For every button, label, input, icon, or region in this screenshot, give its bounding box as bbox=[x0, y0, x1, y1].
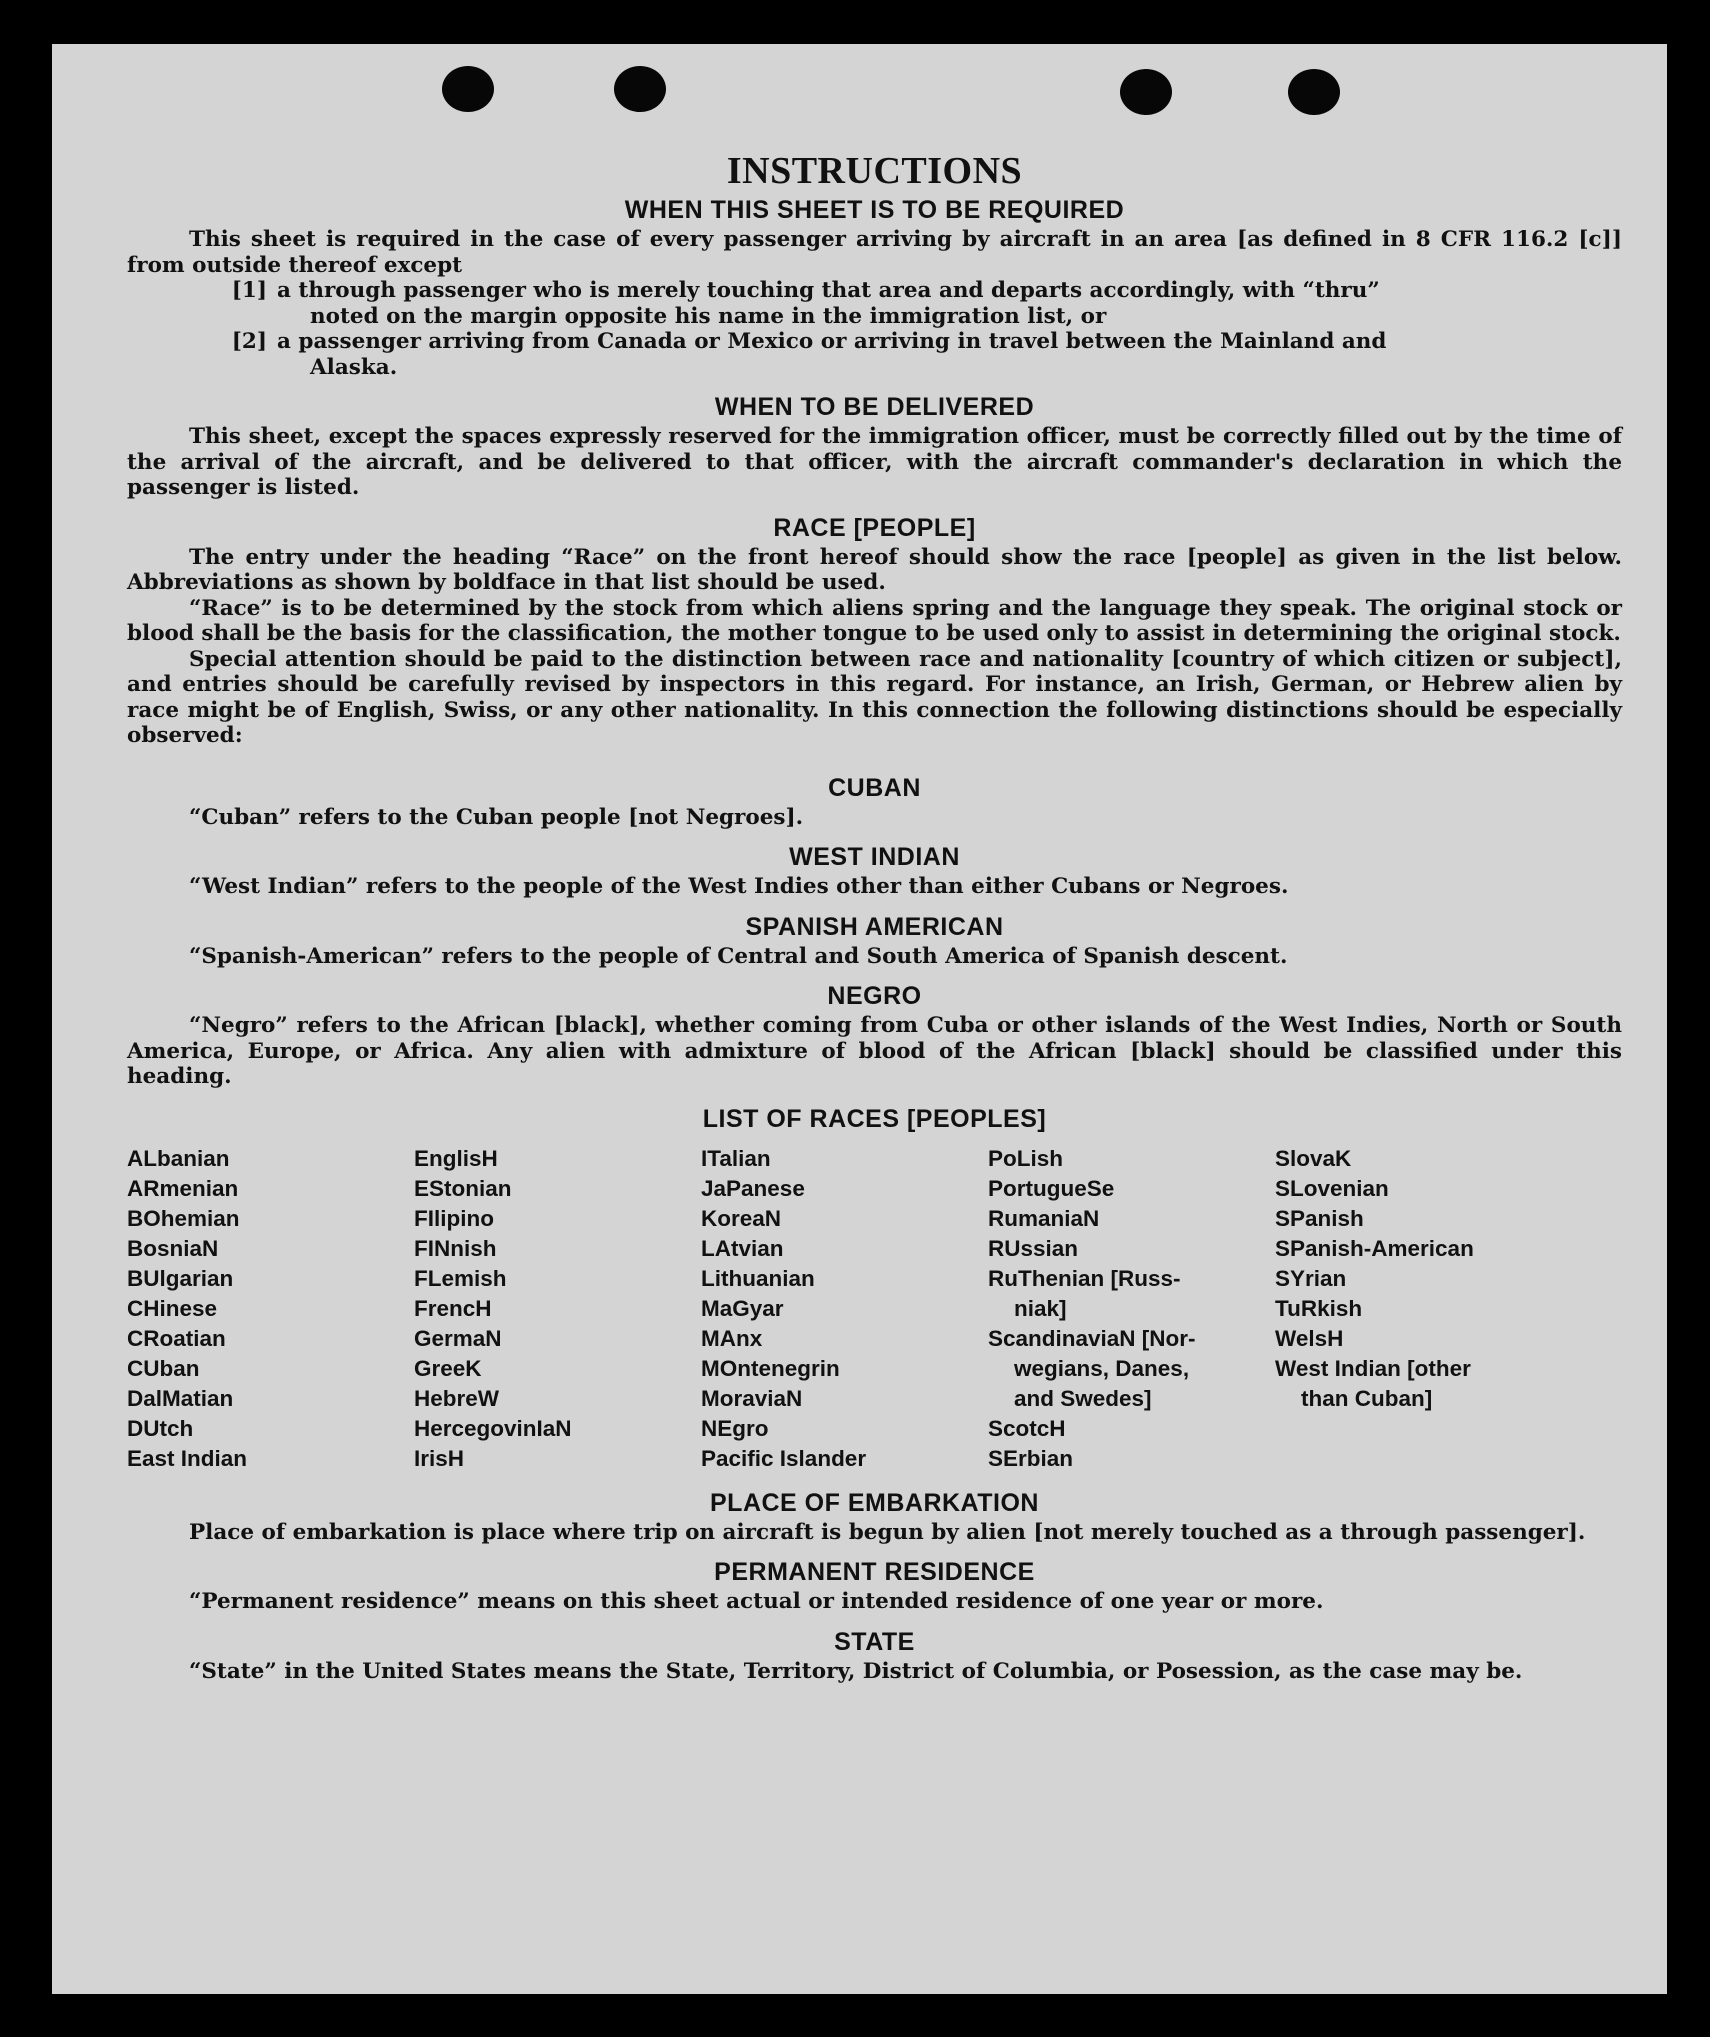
clause-text-continuation: noted on the margin opposite his name in the immigration list, or bbox=[310, 303, 1107, 329]
punch-hole bbox=[1120, 69, 1172, 115]
race-item: SErbian bbox=[988, 1445, 1074, 1471]
section-negro bbox=[127, 979, 1622, 1090]
section-heading: CUBAN bbox=[828, 773, 921, 802]
section-west-indian bbox=[127, 840, 1622, 900]
race-item: ARmenian bbox=[127, 1175, 239, 1201]
race-item: SYrian bbox=[1275, 1265, 1347, 1291]
race-item: EStonian bbox=[414, 1175, 512, 1201]
race-item: SPanish bbox=[1275, 1205, 1364, 1231]
instructions-content bbox=[127, 149, 1622, 1684]
race-item: FrencH bbox=[414, 1295, 492, 1321]
races-column bbox=[127, 1144, 414, 1474]
section-heading: STATE bbox=[834, 1627, 915, 1656]
race-item: HercegovinIaN bbox=[414, 1415, 572, 1441]
clause-text-line: a passenger arriving from Canada or Mexico or arriving in travel between the Mainland and bbox=[277, 329, 1387, 354]
race-item: WelsH bbox=[1275, 1325, 1344, 1351]
race-item: LAtvian bbox=[701, 1235, 784, 1261]
race-item: DalMatian bbox=[127, 1385, 234, 1411]
clause-item bbox=[127, 278, 1622, 329]
race-item: FIlipino bbox=[414, 1205, 494, 1231]
section-heading: LIST OF RACES [PEOPLES] bbox=[702, 1104, 1047, 1133]
races-column bbox=[988, 1144, 1275, 1474]
section-text: Place of embarkation is place where trip on aircraft is begun by alien [not merely touched as a through passenger]. bbox=[189, 1519, 1586, 1545]
section-permanent-residence bbox=[127, 1555, 1622, 1615]
section-text: “Negro” refers to the African [black], whether coming from Cuba or other islands of the West Indies, North or South America, Europe, or Africa. Any alien with admixture of blood of the African [black] should be classified under this heading. bbox=[127, 1013, 1622, 1089]
race-item: MAnx bbox=[701, 1325, 763, 1351]
section-embarkation bbox=[127, 1486, 1622, 1546]
section-text: “Permanent residence” means on this sheet actual or intended residence of one year or more. bbox=[189, 1589, 1324, 1614]
document-sheet bbox=[52, 44, 1667, 1994]
clause-number: [2] bbox=[231, 329, 267, 354]
clause-number: [1] bbox=[231, 278, 267, 303]
race-item: RumaniaN bbox=[988, 1205, 1100, 1231]
section-paragraph: The entry under the heading “Race” on the front hereof should show the race [people] as given in the list below. Abbreviations as shown by boldface in that list should be used. bbox=[127, 544, 1622, 595]
section-text: “Spanish-American” refers to the people of Central and South America of Spanish descent. bbox=[189, 943, 1288, 969]
section-heading: SPANISH AMERICAN bbox=[745, 912, 1004, 941]
punch-hole bbox=[1288, 69, 1340, 115]
race-item-line: West Indian [other bbox=[1275, 1355, 1471, 1381]
race-item bbox=[988, 1264, 1275, 1324]
section-paragraph: Special attention should be paid to the distinction between race and nationality [country of which citizen or subject], and entries should be carefully revised by inspectors in this regard. For instance, an Irish, German, or Hebrew alien by race might be of English, Swiss, or any other nationality. In this connection the following distinctions should be especially observed: bbox=[127, 646, 1622, 748]
race-item: East Indian bbox=[127, 1445, 248, 1471]
race-item: Pacific Islander bbox=[701, 1445, 867, 1471]
race-item: SLovenian bbox=[1275, 1175, 1389, 1201]
race-item-line: niak] bbox=[1014, 1295, 1067, 1321]
race-item: SlovaK bbox=[1275, 1145, 1352, 1171]
races-column bbox=[1275, 1144, 1562, 1474]
punch-hole bbox=[614, 66, 666, 112]
race-item-line: than Cuban] bbox=[1301, 1385, 1433, 1411]
section-state bbox=[127, 1625, 1622, 1685]
race-item: GreeK bbox=[414, 1355, 482, 1381]
section-when-required bbox=[127, 193, 1622, 380]
race-item: TuRkish bbox=[1275, 1295, 1363, 1321]
section-text: “State” in the United States means the State, Territory, District of Columbia, or Posession, as the case may be. bbox=[189, 1658, 1523, 1684]
race-item: SPanish-American bbox=[1275, 1235, 1474, 1261]
race-item: PoLish bbox=[988, 1145, 1064, 1171]
section-text: This sheet, except the spaces expressly reserved for the immigration officer, must be correctly filled out by the time of the arrival of the aircraft, and be delivered to that officer, with the aircraft commander's declaration in which the passenger is listed. bbox=[127, 424, 1622, 500]
race-item: ITalian bbox=[701, 1145, 771, 1171]
race-item: GermaN bbox=[414, 1325, 502, 1351]
race-item: JaPanese bbox=[701, 1175, 805, 1201]
race-item: CHinese bbox=[127, 1295, 218, 1321]
clause-text bbox=[277, 329, 1622, 380]
section-heading: PLACE OF EMBARKATION bbox=[710, 1488, 1039, 1517]
race-item bbox=[1275, 1354, 1562, 1414]
race-item: RUssian bbox=[988, 1235, 1079, 1261]
race-item: ScotcH bbox=[988, 1415, 1066, 1441]
race-item: NEgro bbox=[701, 1415, 769, 1441]
race-item: FLemish bbox=[414, 1265, 507, 1291]
race-item-line: ScandinaviaN [Nor- bbox=[988, 1325, 1196, 1351]
section-text: “West Indian” refers to the people of the West Indies other than either Cubans or Negroes. bbox=[189, 874, 1289, 899]
race-item: BUlgarian bbox=[127, 1265, 234, 1291]
race-item: MoraviaN bbox=[701, 1385, 803, 1411]
page-title: INSTRUCTIONS bbox=[726, 150, 1023, 192]
race-item: CRoatian bbox=[127, 1325, 226, 1351]
clause-text-line: a through passenger who is merely touching that area and departs accordingly, with “thru” bbox=[277, 278, 1380, 303]
race-item: HebreW bbox=[414, 1385, 500, 1411]
race-item: CUban bbox=[127, 1355, 200, 1381]
section-when-delivered bbox=[127, 390, 1622, 501]
section-race bbox=[127, 511, 1622, 749]
section-paragraph: “Race” is to be determined by the stock from which aliens spring and the language they speak. The original stock or blood shall be the basis for the classification, the mother tongue to be used only to assist in determining the original stock. bbox=[127, 595, 1622, 646]
races-column bbox=[414, 1144, 701, 1474]
race-item: FINnish bbox=[414, 1235, 497, 1261]
section-heading: WEST INDIAN bbox=[789, 843, 960, 871]
clause-item bbox=[127, 329, 1622, 380]
clause-text-continuation: Alaska. bbox=[310, 354, 398, 380]
race-item: BOhemian bbox=[127, 1205, 240, 1231]
race-item: MaGyar bbox=[701, 1295, 784, 1321]
race-item-line: and Swedes] bbox=[1014, 1385, 1152, 1411]
races-list bbox=[127, 1144, 1622, 1474]
race-item: IrisH bbox=[414, 1445, 465, 1471]
section-heading: WHEN TO BE DELIVERED bbox=[714, 393, 1035, 421]
race-item: KoreaN bbox=[701, 1205, 782, 1231]
race-item-line: RuThenian [Russ- bbox=[988, 1265, 1181, 1291]
section-text: “Cuban” refers to the Cuban people [not Negroes]. bbox=[189, 804, 804, 830]
section-heading: WHEN THIS SHEET IS TO BE REQUIRED bbox=[624, 196, 1125, 224]
race-item: Lithuanian bbox=[701, 1265, 815, 1291]
race-item bbox=[988, 1324, 1275, 1414]
section-heading: RACE [PEOPLE] bbox=[773, 513, 976, 542]
section-text: This sheet is required in the case of every passenger arriving by aircraft in an area [as defined in 8 CFR 116.2 [c]] from outside thereof except bbox=[127, 227, 1622, 278]
race-item: EnglisH bbox=[414, 1145, 498, 1171]
race-item: PortugueSe bbox=[988, 1175, 1115, 1201]
clause-text bbox=[277, 278, 1622, 329]
punch-hole bbox=[442, 66, 494, 112]
section-heading: PERMANENT RESIDENCE bbox=[714, 1558, 1035, 1586]
race-item: BosniaN bbox=[127, 1235, 219, 1261]
section-spanish-american bbox=[127, 910, 1622, 970]
race-item: DUtch bbox=[127, 1415, 194, 1441]
race-item: ALbanian bbox=[127, 1145, 230, 1171]
section-cuban bbox=[127, 771, 1622, 831]
races-column bbox=[701, 1144, 988, 1474]
section-heading: NEGRO bbox=[827, 982, 922, 1010]
race-item-line: wegians, Danes, bbox=[1014, 1355, 1190, 1381]
section-list-of-races bbox=[127, 1102, 1622, 1474]
race-item: MOntenegrin bbox=[701, 1355, 840, 1381]
